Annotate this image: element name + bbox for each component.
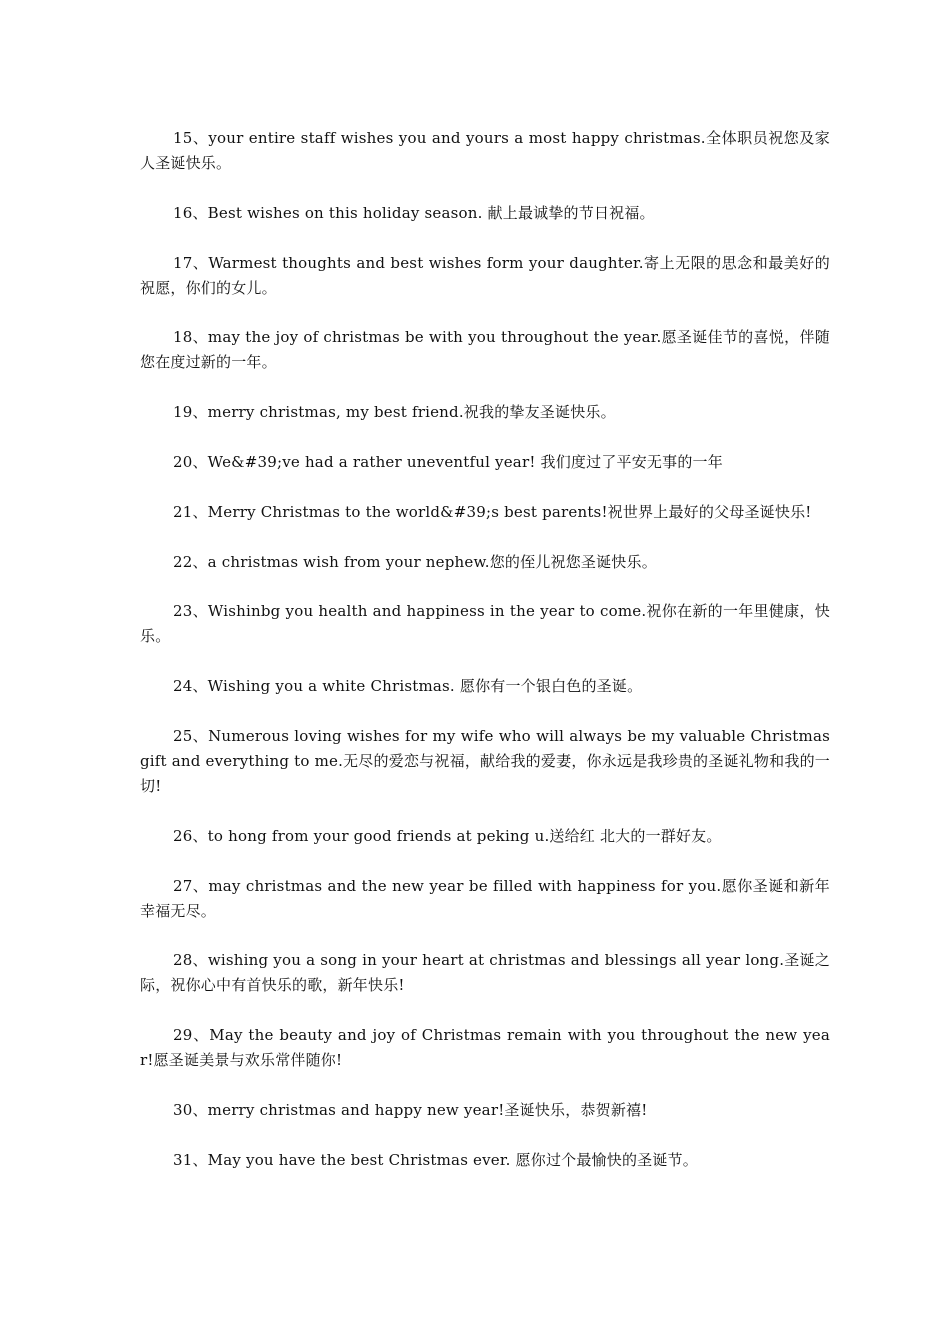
- paragraph-25: 25、Numerous loving wishes for my wife who will always be my valuable Christmas gift and everything to me.无尽的爱恋与祝福，献给我的爱妻，你永远是我珍贵的圣诞礼物和我的一切!: [140, 726, 830, 795]
- paragraph-16: 16、Best wishes on this holiday season. 献上最诚挚的节日祝福。: [173, 203, 655, 222]
- paragraph-30: 30、merry christmas and happy new year!圣诞快乐，恭贺新禧!: [173, 1100, 648, 1119]
- paragraph-23: 23、Wishinbg you health and happiness in the year to come.祝你在新的一年里健康，快乐。: [140, 602, 830, 646]
- paragraph-27: 27、may christmas and the new year be filled with happiness for you.愿你圣诞和新年幸福无尽。: [140, 876, 830, 920]
- paragraph-19: 19、merry christmas, my best friend.祝我的挚友圣诞快乐。: [173, 403, 616, 422]
- paragraph-26: 26、to hong from your good friends at peking u.送给红 北大的一群好友。: [173, 826, 722, 845]
- paragraph-24: 24、Wishing you a white Christmas. 愿你有一个银白色的圣诞。: [173, 677, 643, 696]
- paragraph-21: 21、Merry Christmas to the world&#39;s best parents!祝世界上最好的父母圣诞快乐!: [173, 502, 812, 521]
- paragraph-17: 17、Warmest thoughts and best wishes form your daughter.寄上无限的思念和最美好的祝愿，你们的女儿。: [140, 253, 830, 297]
- paragraph-18: 18、may the joy of christmas be with you throughout the year.愿圣诞佳节的喜悦，伴随您在度过新的一年。: [140, 328, 830, 372]
- paragraph-15: 15、your entire staff wishes you and yours a most happy christmas.全体职员祝您及家人圣诞快乐。: [140, 129, 830, 172]
- document-body: [140, 126, 830, 1198]
- paragraph-20: 20、We&#39;ve had a rather uneventful year! 我们度过了平安无事的一年: [173, 452, 723, 471]
- paragraph-31: 31、May you have the best Christmas ever. 愿你过个最愉快的圣诞节。: [173, 1150, 698, 1169]
- paragraph-22: 22、a christmas wish from your nephew.您的侄儿祝您圣诞快乐。: [173, 552, 657, 571]
- paragraph-28: 28、wishing you a song in your heart at christmas and blessings all year long.圣诞之际，祝你心中有首快乐的歌，新年快乐!: [140, 951, 830, 995]
- paragraph-29: 29、May the beauty and joy of Christmas remain with you throughout the new year!愿圣诞美景与欢乐常伴随你!: [140, 1026, 830, 1070]
